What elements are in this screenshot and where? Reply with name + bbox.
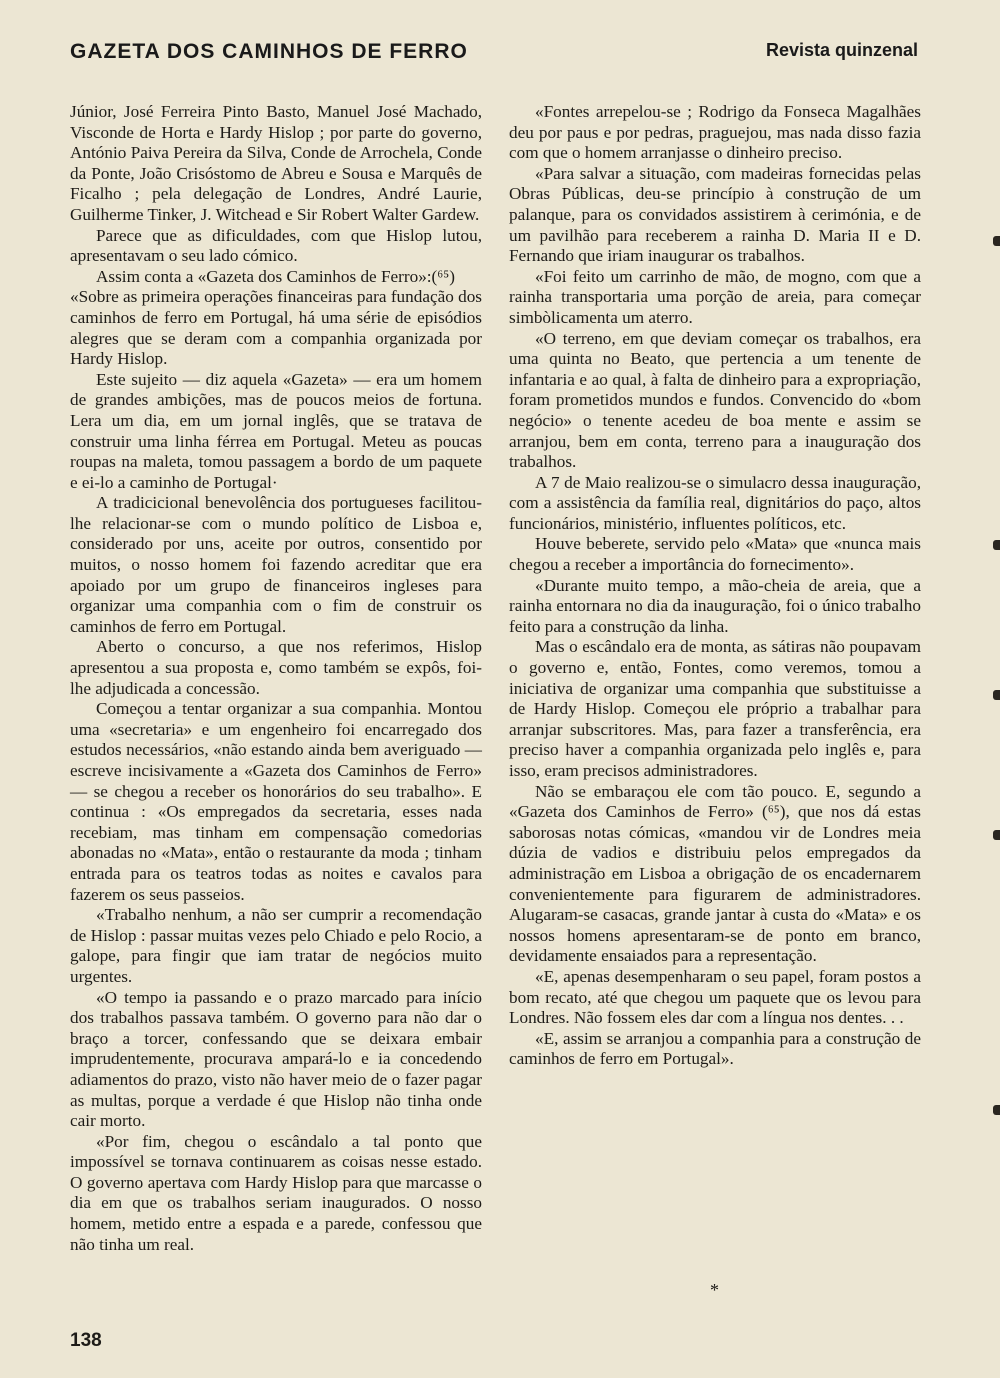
page-number: 138 [70, 1330, 102, 1351]
binding-mark [993, 1105, 1000, 1115]
paragraph: «E, apenas desempenharam o seu papel, foram postos a bom recato, até que chegou um paquete que os levou para Londres. Não fossem eles dar com a língua nos dentes. . . [509, 966, 921, 1028]
paragraph: «E, assim se arranjou a companhia para a construção de caminhos de ferro em Portugal». [509, 1028, 921, 1069]
paragraph: «Foi feito um carrinho de mão, de mogno, com que a rainha transportaria uma porção de areia, para começar simbòlicamenta um aterro. [509, 266, 921, 327]
paragraph: Assim conta a «Gazeta dos Caminhos de Ferro»:(⁶⁵) [96, 266, 455, 286]
running-header-title: GAZETA DOS CAMINHOS DE FERRO [70, 40, 468, 63]
paragraph: A 7 de Maio realizou-se o simulacro dessa inauguração, com a assistência da família real, dignitários do paço, altos funcionários, ministério, influentes políticos, etc. [509, 472, 921, 533]
left-column [70, 102, 482, 1255]
paragraph: «Sobre as primeira operações financeiras para fundação dos caminhos de ferro em Portugal, há uma série de episódios alegres que se deram com a companhia organizada por Hardy Hislop. [70, 287, 482, 369]
paragraph: «Durante muito tempo, a mão-cheia de areia, que a rainha entornara no dia da inauguração, foi o único trabalho feito para a construção da linha. [509, 575, 921, 636]
binding-mark [993, 830, 1000, 840]
running-header-subtitle: Revista quinzenal [765, 40, 918, 60]
paragraph: Começou a tentar organizar a sua companhia. Montou uma «secretaria» e um engenheiro foi encarregado dos estudos necessários, «não estando ainda bem averiguado — escreve incisivamente a «Gazeta dos Caminhos de Ferro» — se chegou a receber os honorários do seu trabalho». E continua : «Os empregados da secretaria, esses nada recebiam, mas tinham em compensação comedorias abonadas no «Mata», então o restaurante da moda ; tinham entrada para os teatros todas as noites e cavalos para fazerem os seus passeios. [70, 699, 482, 904]
paragraph: Mas o escândalo era de monta, as sátiras não poupavam o governo e, então, Fontes, como veremos, tomou a iniciativa de organizar uma companhia que substituisse a de Hardy Hislop. Começou ele próprio a trabalhar para arranjar subscritores. Mas, para fazer a transferência, era preciso haver a companhia organizada pelo inglês e, para isso, eram precisos administradores. [509, 637, 921, 780]
paragraph: Não se embaraçou ele com tão pouco. E, segundo a «Gazeta dos Caminhos de Ferro» (⁶⁵), que nos dá estas saborosas notas cómicas, «mandou vir de Londres meia dúzia de vadios e distribuiu pelos empregados da administração em Lisboa a obrigação de os encadernarem convenientemente para figurarem de administradores. Alugaram-se casacas, grande jantar à custa do «Mata» e os nossos homens apresentaram-se de ponto em branco, devidamente ensaiados para a representação. [509, 781, 921, 966]
paragraph: «Para salvar a situação, com madeiras fornecidas pelas Obras Públicas, deu-se princípio à construção de um palanque, para os convidados assistirem à cerimónia, e de um pavilhão para receberem a rainha D. Maria II e D. Fernando que iriam inaugurar os trabalhos. [509, 163, 921, 266]
paragraph: «Fontes arrepelou-se ; Rodrigo da Fonseca Magalhães deu por paus e por pedras, praguejou, mas nada disso fazia com que o homem arranjasse o dinheiro preciso. [509, 102, 921, 163]
binding-mark [993, 236, 1000, 246]
paragraph: Houve beberete, servido pelo «Mata» que «nunca mais chegou a receber a importância do fornecimento». [509, 534, 921, 575]
right-column [509, 102, 921, 1070]
binding-mark [993, 540, 1000, 550]
paragraph: Este sujeito — diz aquela «Gazeta» — era um homem de grandes ambições, mas de poucos meios de fortuna. Lera um dia, em um jornal inglês, que se tratava de construir uma linha férrea em Portugal. Meteu as poucas roupas na maleta, tomou passagem a bordo de um paquete e ei-lo a caminho de Portugal· [70, 369, 482, 492]
paragraph: Júnior, José Ferreira Pinto Basto, Manuel José Machado, Visconde de Horta e Hardy Hislop ; por parte do governo, António Paiva Pereira da Silva, Conde de Arrochela, Conde da Ponte, João Crisóstomo de Abreu e Sousa e Marquês de Ficalho ; pela delegação de Londres, André Laurie, Guilherme Tinker, J. Witchead e Sir Robert Walter Gardew. [70, 102, 482, 224]
paragraph: «O tempo ia passando e o prazo marcado para início dos trabalhos passava também. O governo para não dar o braço a torcer, confessando que se deixara embair imprudentemente, procurava ampará-lo e ia concedendo adiamentos do prazo, visto não haver meio de o fazer pagar as multas, porque a verdade é que Hislop não tinha onde cair morto. [70, 987, 482, 1131]
paragraph: «Trabalho nenhum, a não ser cumprir a recomendação de Hislop : passar muitas vezes pelo Chiado e pelo Rocio, a galope, para fingir que iam tratar de negócios muito urgentes. [70, 905, 482, 986]
paragraph: «Por fim, chegou o escândalo a tal ponto que impossível se tornava continuarem as coisas nesse estado. O governo apertava com Hardy Hislop para que marcasse o dia em que os trabalhos seriam inaugurados. O nosso homem, metido entre a espada e a parede, confessou que não tinha um real. [70, 1131, 482, 1254]
paragraph: Aberto o concurso, a que nos referimos, Hislop apresentou a sua proposta e, como também se expôs, foi-lhe adjudicada a concessão. [70, 637, 482, 698]
binding-mark [993, 690, 1000, 700]
paragraph: Parece que as dificuldades, com que Hislop lutou, apresentavam o seu lado cómico. [70, 225, 482, 266]
paragraph: A tradicicional benevolência dos portugueses facilitou-lhe relacionar-se com o mundo político de Lisboa e, considerado por uns, aceite por outros, consentido por muitos, o nosso homem foi fazendo acreditar que era apoiado por um grupo de financeiros ingleses para organizar uma companhia com o fim de construir os caminhos de ferro em Portugal. [70, 493, 482, 636]
paragraph: «O terreno, em que deviam começar os trabalhos, era uma quinta no Beato, que pertencia a um tenente de infantaria e ao qual, à falta de dinheiro para a expropriação, foram prometidos mundos e fundos. Convencido do «bom negócio» o tenente acedeu de boa mente e assim se arranjou, bem em conta, terreno para a inauguração dos trabalhos. [509, 328, 921, 472]
section-separator: * [710, 1280, 719, 1300]
